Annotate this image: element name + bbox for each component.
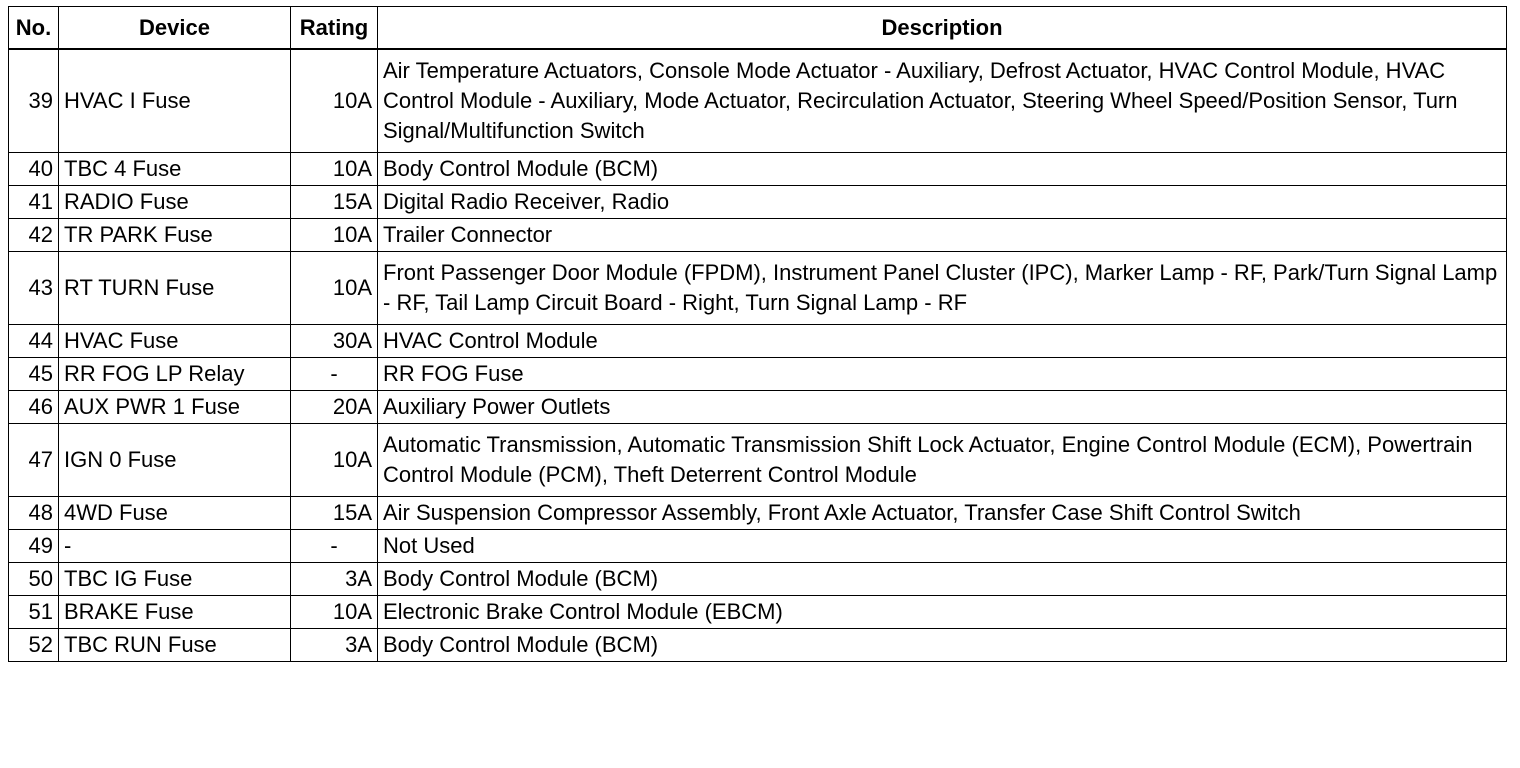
row-device: BRAKE Fuse bbox=[59, 596, 291, 629]
row-device: RR FOG LP Relay bbox=[59, 358, 291, 391]
row-description: RR FOG Fuse bbox=[378, 358, 1507, 391]
row-no: 42 bbox=[9, 219, 59, 252]
row-no: 50 bbox=[9, 563, 59, 596]
header-row bbox=[9, 7, 1507, 50]
row-no: 43 bbox=[9, 252, 59, 325]
row-device: RT TURN Fuse bbox=[59, 252, 291, 325]
row-description: HVAC Control Module bbox=[378, 325, 1507, 358]
row-description: Electronic Brake Control Module (EBCM) bbox=[378, 596, 1507, 629]
table-row bbox=[9, 153, 1507, 186]
row-rating: 10A bbox=[291, 153, 378, 186]
row-rating: 30A bbox=[291, 325, 378, 358]
table-row bbox=[9, 219, 1507, 252]
row-device: TBC IG Fuse bbox=[59, 563, 291, 596]
row-rating: - bbox=[291, 530, 378, 563]
row-description: Front Passenger Door Module (FPDM), Instrument Panel Cluster (IPC), Marker Lamp - RF, Park/Turn Signal Lamp - RF, Tail Lamp Circuit Board - Right, Turn Signal Lamp - RF bbox=[378, 252, 1507, 325]
row-device: TBC RUN Fuse bbox=[59, 629, 291, 662]
table-row bbox=[9, 530, 1507, 563]
table-row bbox=[9, 252, 1507, 325]
row-rating: 10A bbox=[291, 252, 378, 325]
row-description: Body Control Module (BCM) bbox=[378, 563, 1507, 596]
table-row bbox=[9, 325, 1507, 358]
row-description: Digital Radio Receiver, Radio bbox=[378, 186, 1507, 219]
row-rating: 10A bbox=[291, 596, 378, 629]
table-header bbox=[9, 7, 1507, 50]
row-rating: 15A bbox=[291, 497, 378, 530]
table-row bbox=[9, 563, 1507, 596]
row-rating: 3A bbox=[291, 563, 378, 596]
row-no: 52 bbox=[9, 629, 59, 662]
table-row bbox=[9, 424, 1507, 497]
header-device: Device bbox=[59, 7, 291, 50]
table-row bbox=[9, 391, 1507, 424]
table-body bbox=[9, 49, 1507, 662]
table-row bbox=[9, 186, 1507, 219]
table-row bbox=[9, 358, 1507, 391]
table-row bbox=[9, 49, 1507, 153]
row-no: 46 bbox=[9, 391, 59, 424]
row-no: 48 bbox=[9, 497, 59, 530]
row-rating: 10A bbox=[291, 49, 378, 153]
row-no: 44 bbox=[9, 325, 59, 358]
row-device: TR PARK Fuse bbox=[59, 219, 291, 252]
row-description: Body Control Module (BCM) bbox=[378, 629, 1507, 662]
row-rating: 10A bbox=[291, 219, 378, 252]
row-device: AUX PWR 1 Fuse bbox=[59, 391, 291, 424]
row-device: HVAC I Fuse bbox=[59, 49, 291, 153]
header-rating: Rating bbox=[291, 7, 378, 50]
row-device: TBC 4 Fuse bbox=[59, 153, 291, 186]
row-no: 51 bbox=[9, 596, 59, 629]
row-device: RADIO Fuse bbox=[59, 186, 291, 219]
row-no: 47 bbox=[9, 424, 59, 497]
row-no: 41 bbox=[9, 186, 59, 219]
row-description: Air Temperature Actuators, Console Mode Actuator - Auxiliary, Defrost Actuator, HVAC Control Module, HVAC Control Module - Auxiliary, Mode Actuator, Recirculation Actuator, Steering Wheel Speed/Position Sensor, Turn Signal/Multifunction Switch bbox=[378, 49, 1507, 153]
row-device: - bbox=[59, 530, 291, 563]
row-description: Air Suspension Compressor Assembly, Front Axle Actuator, Transfer Case Shift Control Switch bbox=[378, 497, 1507, 530]
row-device: HVAC Fuse bbox=[59, 325, 291, 358]
row-no: 40 bbox=[9, 153, 59, 186]
header-description: Description bbox=[378, 7, 1507, 50]
row-description: Auxiliary Power Outlets bbox=[378, 391, 1507, 424]
row-device: 4WD Fuse bbox=[59, 497, 291, 530]
row-rating: 15A bbox=[291, 186, 378, 219]
row-description: Automatic Transmission, Automatic Transmission Shift Lock Actuator, Engine Control Module (ECM), Powertrain Control Module (PCM), Theft Deterrent Control Module bbox=[378, 424, 1507, 497]
row-description: Trailer Connector bbox=[378, 219, 1507, 252]
row-no: 45 bbox=[9, 358, 59, 391]
table-row bbox=[9, 497, 1507, 530]
row-no: 49 bbox=[9, 530, 59, 563]
row-no: 39 bbox=[9, 49, 59, 153]
header-no: No. bbox=[9, 7, 59, 50]
table-row bbox=[9, 596, 1507, 629]
fuse-table bbox=[8, 6, 1507, 662]
row-rating: 3A bbox=[291, 629, 378, 662]
row-description: Not Used bbox=[378, 530, 1507, 563]
table-row bbox=[9, 629, 1507, 662]
row-device: IGN 0 Fuse bbox=[59, 424, 291, 497]
row-rating: - bbox=[291, 358, 378, 391]
row-description: Body Control Module (BCM) bbox=[378, 153, 1507, 186]
row-rating: 20A bbox=[291, 391, 378, 424]
row-rating: 10A bbox=[291, 424, 378, 497]
